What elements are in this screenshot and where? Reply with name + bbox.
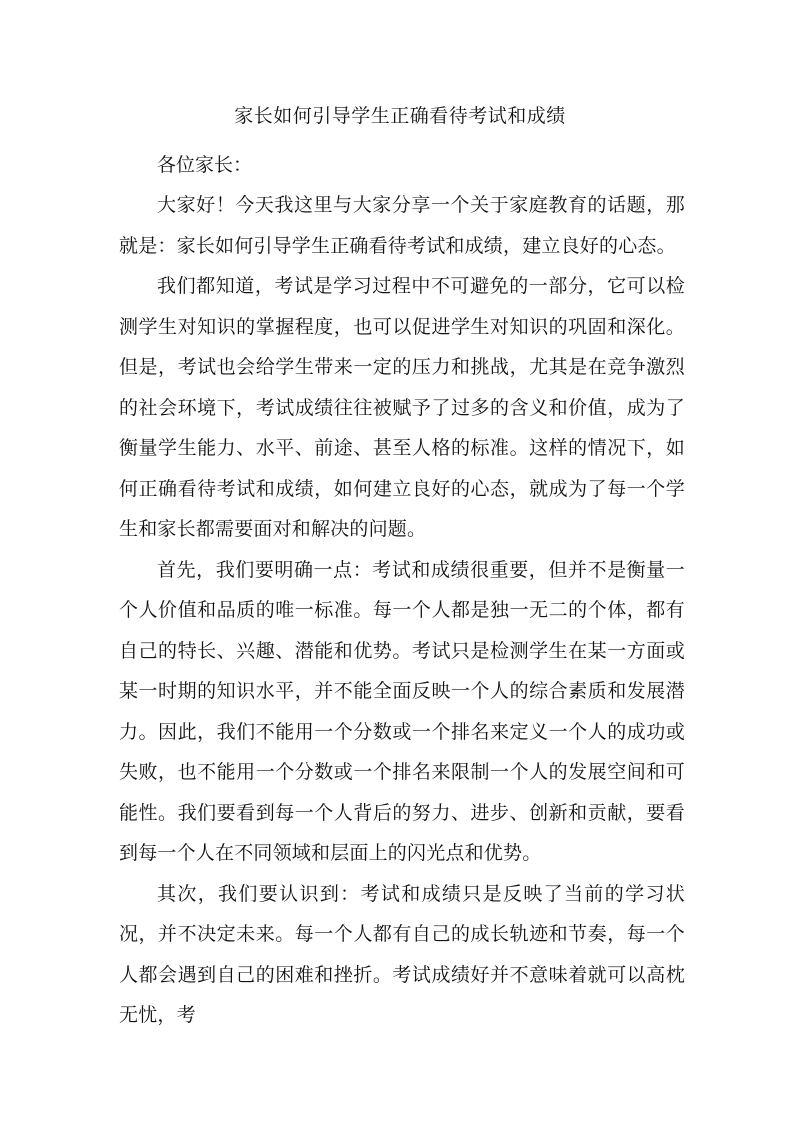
salutation: 各位家长： <box>157 154 253 176</box>
paragraph-2: 我们都知道，考试是学习过程中不可避免的一部分，它可以检测学生对知识的掌握程度，也可以促进学生对知识的巩固和深化。但是，考试也会给学生带来一定的压力和挑战，尤其是在竞争激烈的社会环境下，考试成绩往往被赋予了过多的含义和价值，成为了衡量学生能力、水平、前途、甚至人格的标准。这样的情况下，如何正确看待考试和成绩，如何建立良好的心态，就成为了每一个学生和家长都需要面对和解决的问题。 <box>119 275 685 540</box>
paragraph-3: 首先，我们要明确一点：考试和成绩很重要，但并不是衡量一个人价值和品质的唯一标准。每一个人都是独一无二的个体，都有自己的特长、兴趣、潜能和优势。考试只是检测学生在某一方面或某一时期的知识水平，并不能全面反映一个人的综合素质和发展潜力。因此，我们不能用一个分数或一个排名来定义一个人的成功或失败，也不能用一个分数或一个排名来限制一个人的发展空间和可能性。我们要看到每一个人背后的努力、进步、创新和贡献，要看到每一个人在不同领域和层面上的闪光点和优势。 <box>119 558 685 864</box>
document-title: 家长如何引导学生正确看待考试和成绩 <box>234 105 566 127</box>
paragraph-1: 大家好！今天我这里与大家分享一个关于家庭教育的话题，那就是：家长如何引导学生正确看待考试和成绩，建立良好的心态。 <box>119 194 685 257</box>
paragraph-4: 其次，我们要认识到：考试和成绩只是反映了当前的学习状况，并不决定未来。每一个人都有自己的成长轨迹和节奏，每一个人都会遇到自己的困难和挫折。考试成绩好并不意味着就可以高枕无忧，考 <box>119 882 685 1026</box>
document-body <box>119 145 685 1036</box>
